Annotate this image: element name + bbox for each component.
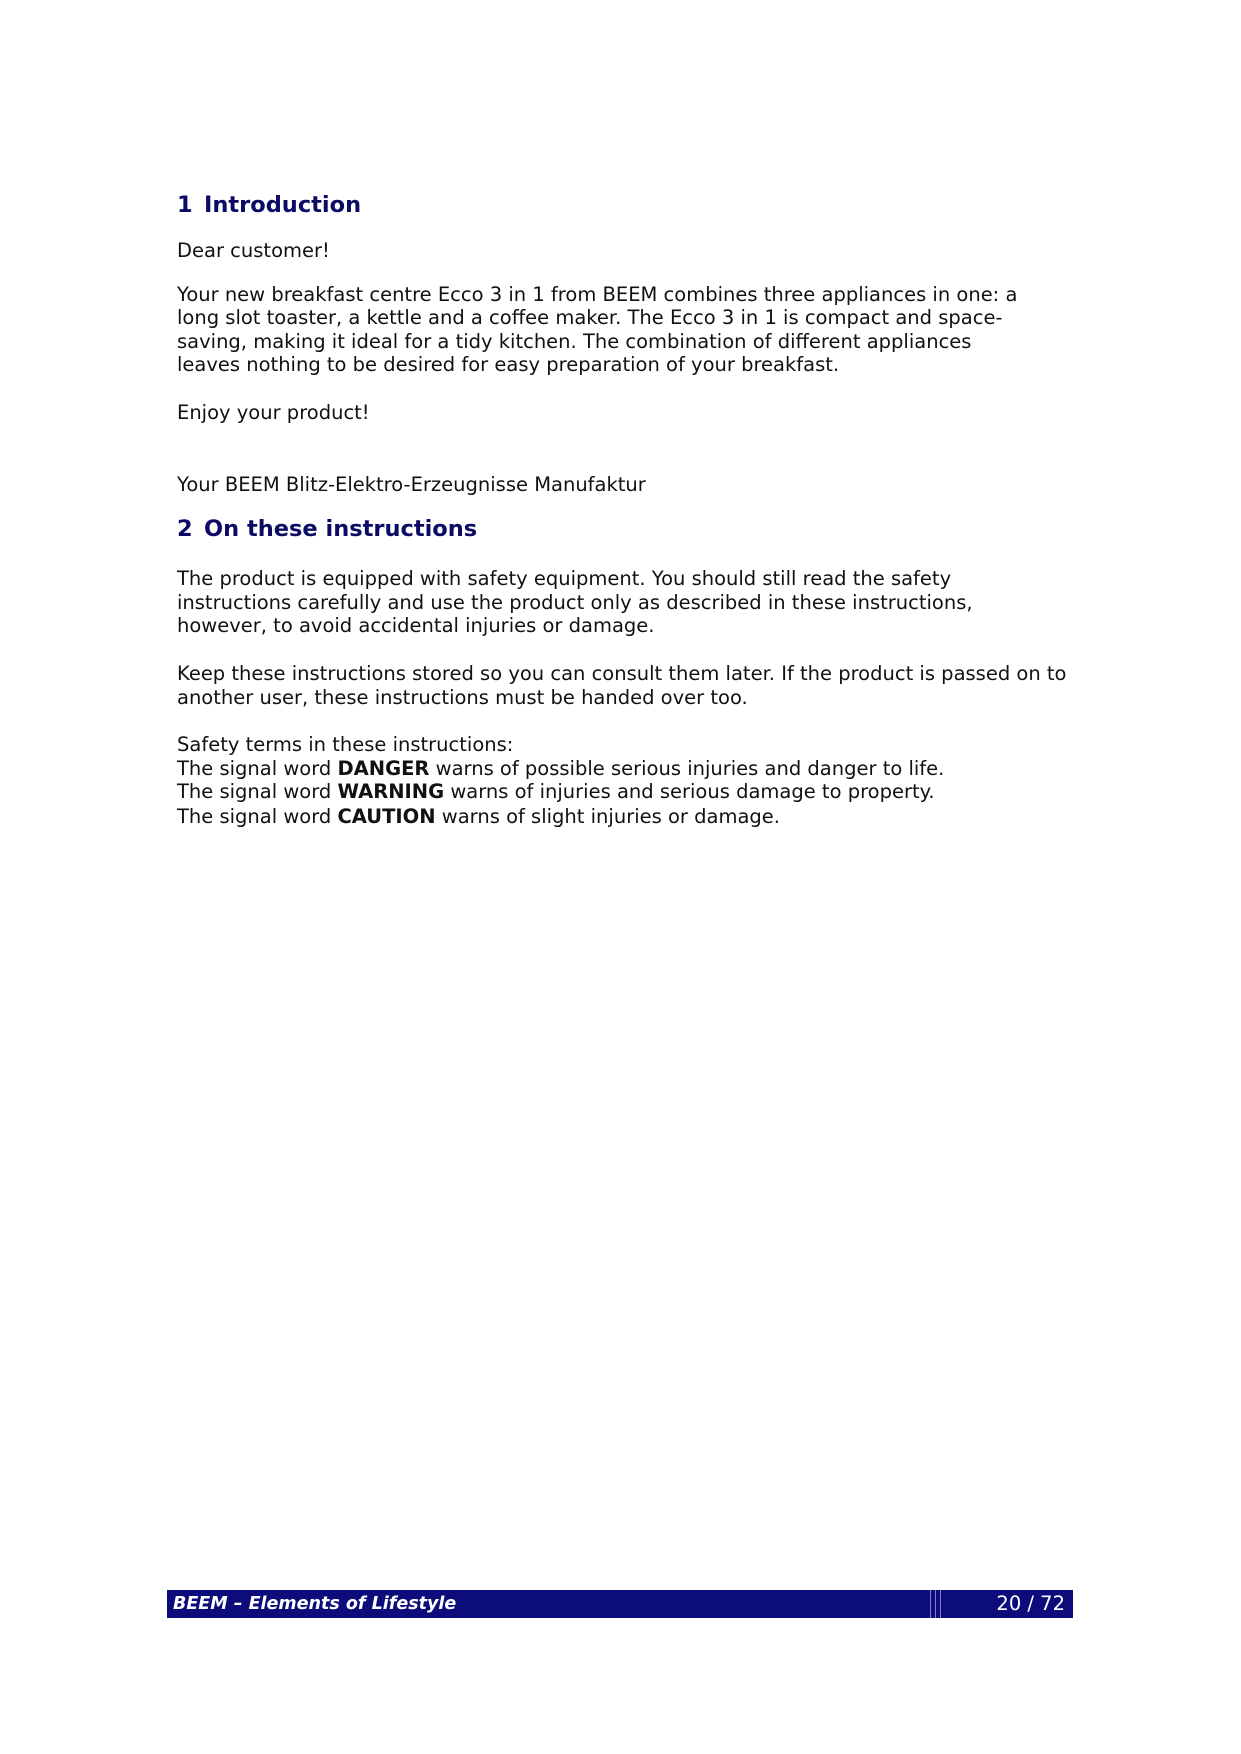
signal-suffix: warns of slight injuries or damage. [435,804,780,828]
section-number: 2 [177,516,193,543]
safety-terms-intro: Safety terms in these instructions: [177,733,514,757]
signal-word-caution [177,805,1077,829]
document-body [177,190,1077,829]
page-number: 20 / 72 [996,1592,1065,1615]
signal-prefix: The signal word [177,804,338,828]
signal-suffix: warns of injuries and serious damage to property. [444,780,935,804]
signal-word: CAUTION [337,804,436,828]
section-heading-introduction [177,190,1077,220]
footer-divider [930,1590,950,1618]
safety-equipment-paragraph: The product is equipped with safety equipment. You should still read the safety instructions carefully and use the product only as described in these instructions, however, to avoid accidental injuries or damage. [177,567,973,638]
signal-prefix: The signal word [177,756,338,780]
page-footer [167,1590,1073,1618]
signature-paragraph: Your BEEM Blitz-Elektro-Erzeugnisse Manufaktur [177,472,646,496]
signal-word: DANGER [337,756,430,780]
section-title: On these instructions [204,516,478,543]
section-heading-instructions [177,514,1077,544]
enjoy-paragraph: Enjoy your product! [177,400,370,424]
signal-prefix: The signal word [177,780,338,804]
intro-paragraph: Your new breakfast centre Ecco 3 in 1 from BEEM combines three appliances in one: a long slot toaster, a kettle and a coffee maker. The Ecco 3 in 1 is compact and space-saving, making it ideal for a tidy kitchen. The combination of different appliances leaves nothing to be desired for easy preparation of your breakfast. [177,282,1018,377]
greeting-paragraph: Dear customer! [177,239,330,262]
footer-brand: BEEM – Elements of Lifestyle [173,1594,457,1614]
section-number: 1 [177,192,193,218]
signal-word-danger [177,757,1077,781]
signal-suffix: warns of possible serious injuries and danger to life. [429,756,945,780]
signal-word-warning [177,780,1077,804]
signal-word: WARNING [337,780,445,804]
keep-instructions-paragraph: Keep these instructions stored so you can consult them later. If the product is passed on to another user, these instructions must be handed over too. [177,661,1067,709]
section-title: Introduction [204,192,362,218]
